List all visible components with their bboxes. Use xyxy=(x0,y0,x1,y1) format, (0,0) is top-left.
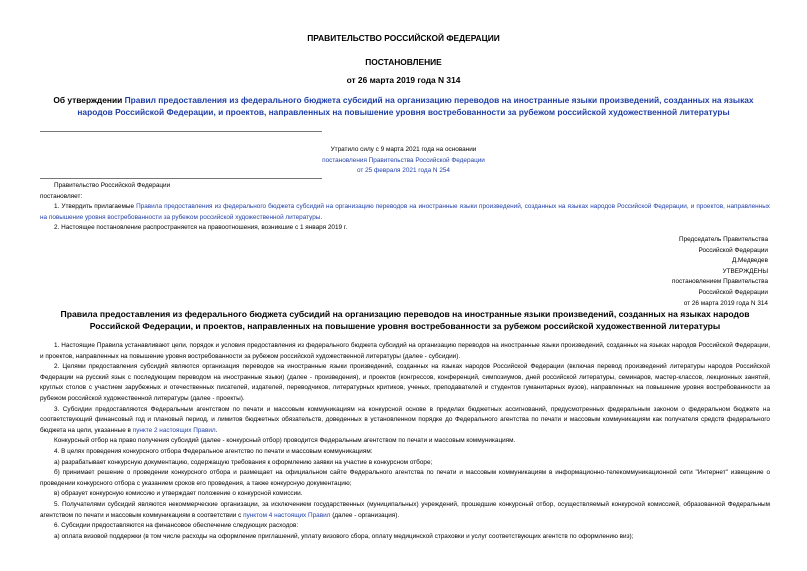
title-prefix: Об утверждении xyxy=(53,95,125,105)
approved-line-2: постановлением Правительства xyxy=(672,278,768,286)
lost-force-link-1[interactable]: постановления Правительства Российской Федерации xyxy=(322,156,485,164)
rule-6: 6. Субсидии предоставляются на финансовое обеспечение следующих расходов: xyxy=(54,522,299,530)
lost-force-link-2[interactable]: от 25 февраля 2021 года N 254 xyxy=(357,167,450,174)
signature-block xyxy=(600,235,768,309)
rule-5-suffix: (далее - организация). xyxy=(330,511,400,519)
signature-line-3: Д.Медведев xyxy=(731,257,768,265)
rule-5-prefix: 5. Получателями субсидий являются некоммерческие организации, за исключением государственных (муниципальных) учреждений, прошедшие конкурсный отбор, осуществляемый конкурсной комиссией, образованной Федеральным агентством по печати и массовым коммуникациям в соответствии с xyxy=(40,500,770,519)
title-rules-link[interactable]: Правил предоставления из федерального бюджета субсидий на организацию переводов на иностранные языки произведений, созданных на языках народов Российской Федерации, и проектов, направленных на повышение уровня востребованности за рубежом российской художественной литературы xyxy=(77,95,754,117)
rule-3 xyxy=(40,405,770,437)
preamble-item-1 xyxy=(40,202,770,223)
rule-3-suffix: . xyxy=(215,426,218,434)
item-1-rules-link[interactable]: Правила предоставления из федерального бюджета субсидий на организацию переводов на иностранные языки произведений, созданных на языках народов Российской Федерации, и проектов, направленных на повышение уровня востребованности за рубежом российской художественной литературы xyxy=(40,203,770,221)
rule-2: 2. Целями предоставления субсидий являются организация переводов на иностранные языки произведений, созданных на языках народов Российской Федерации (включая перевод произведений литературы народов Российской Федерации на русский язык с последующим переводом на иностранные языки) (далее - произведения), и проектов (конгрессов, конференций, симпозиумов, дней российской литературы, семинаров, мастер-классов, лекционных занятий, круглых столов с участием зарубежных и отечественных писателей, издателей, переводчиков, литературных критиков, ученых, преподавателей и студентов гуманитарных вузов), направленных на повышение уровня востребованности за рубежом российской художественной литературы (далее - проекты). xyxy=(40,363,770,402)
preamble-line-2: постановляет: xyxy=(40,192,83,200)
rule-6a: а) оплата визовой поддержки (в том числе расходы на оформление приглашений, уплату визового сбора, оплату медицинской страховки и услуг соответствующих агентств по оформлению виз); xyxy=(54,532,634,540)
approved-line-4: от 26 марта 2019 года N 314 xyxy=(683,299,768,307)
rule-3-link[interactable]: пункте 2 настоящих Правил xyxy=(132,426,216,434)
document-title xyxy=(38,94,769,118)
rule-5-link[interactable]: пунктом 4 настоящих Правил xyxy=(243,511,331,519)
rule-3b: Конкурсный отбор на право получения субсидий (далее - конкурсный отбор) проводится Федеральным агентством по печати и массовым коммуникациям. xyxy=(54,437,516,445)
rule-4: 4. В целях проведения конкурсного отбора Федеральное агентство по печати и массовым коммуникациям: xyxy=(54,447,373,455)
rule-3-prefix: 3. Субсидии предоставляются Федеральным агентством по печати и массовым коммуникациям на конкурсной основе в пределах бюджетных ассигнований, предусмотренных федеральным законом о федеральном бюджете на соответствующий финансовый год и плановый период, и лимитов бюджетных обязательств, доведенных в установленном порядке до Федерального агентства по печати и массовым коммуникациям как получателя средств федерального бюджета на цели, указанные в xyxy=(40,405,770,434)
approved-line-1: УТВЕРЖДЕНЫ xyxy=(722,267,768,275)
signature-line-2: Российской Федерации xyxy=(698,246,768,254)
item-1-suffix: . xyxy=(320,213,323,221)
divider-top xyxy=(40,131,322,132)
lost-force-line: Утратило силу с 9 марта 2021 года на основании xyxy=(330,146,477,153)
doc-date-number: от 26 марта 2019 года N 314 xyxy=(346,75,461,85)
rules-title: Правила предоставления из федерального бюджета субсидий на организацию переводов на иностранные языки произведений, созданных на языках народов Российской Федерации, и проектов, направленных на повышение уровня востребованности за рубежом российской художественной литературы xyxy=(60,309,750,331)
approved-line-3: Российской Федерации xyxy=(698,288,768,296)
rule-4a: а) разрабатывает конкурсную документацию, содержащую требования к оформлению заявки на участие в конкурсном отборе; xyxy=(54,458,433,466)
rule-4b: б) принимает решение о проведении конкурсного отбора и размещает на официальном сайте Федерального агентства по печати и массовым коммуникациям в информационно-телекоммуникационной сети "Интернет" извещение о проведении конкурсного отбора с указанием сроков его проведения, а также конкурсную документацию; xyxy=(40,469,770,487)
rule-1: 1. Настоящие Правила устанавливают цели, порядок и условия предоставления из федерального бюджета субсидий на организацию переводов на иностранные языки произведений, созданных на языках народов Российской Федерации, и проектов, направленных на повышение уровня востребованности за рубежом российской художественной литературы (далее - субсидии). xyxy=(40,342,770,360)
rule-5 xyxy=(40,500,770,521)
preamble-line-1: Правительство Российской Федерации xyxy=(54,182,171,189)
preamble xyxy=(40,181,770,234)
rule-4c: в) образует конкурсную комиссию и утверждает положение о конкурсной комиссии. xyxy=(54,490,303,498)
lost-force-note xyxy=(0,145,807,177)
rules-body xyxy=(40,341,770,542)
divider-bottom xyxy=(40,178,322,179)
government-heading: ПРАВИТЕЛЬСТВО РОССИЙСКОЙ ФЕДЕРАЦИИ xyxy=(307,33,500,43)
doc-type-heading: ПОСТАНОВЛЕНИЕ xyxy=(365,57,442,67)
preamble-item-2: 2. Настоящее постановление распространяется на правоотношения, возникшие с 1 января 2019 г. xyxy=(54,224,348,232)
item-1-prefix: 1. Утвердить прилагаемые xyxy=(54,203,137,211)
signature-line-1: Председатель Правительства xyxy=(679,236,768,243)
